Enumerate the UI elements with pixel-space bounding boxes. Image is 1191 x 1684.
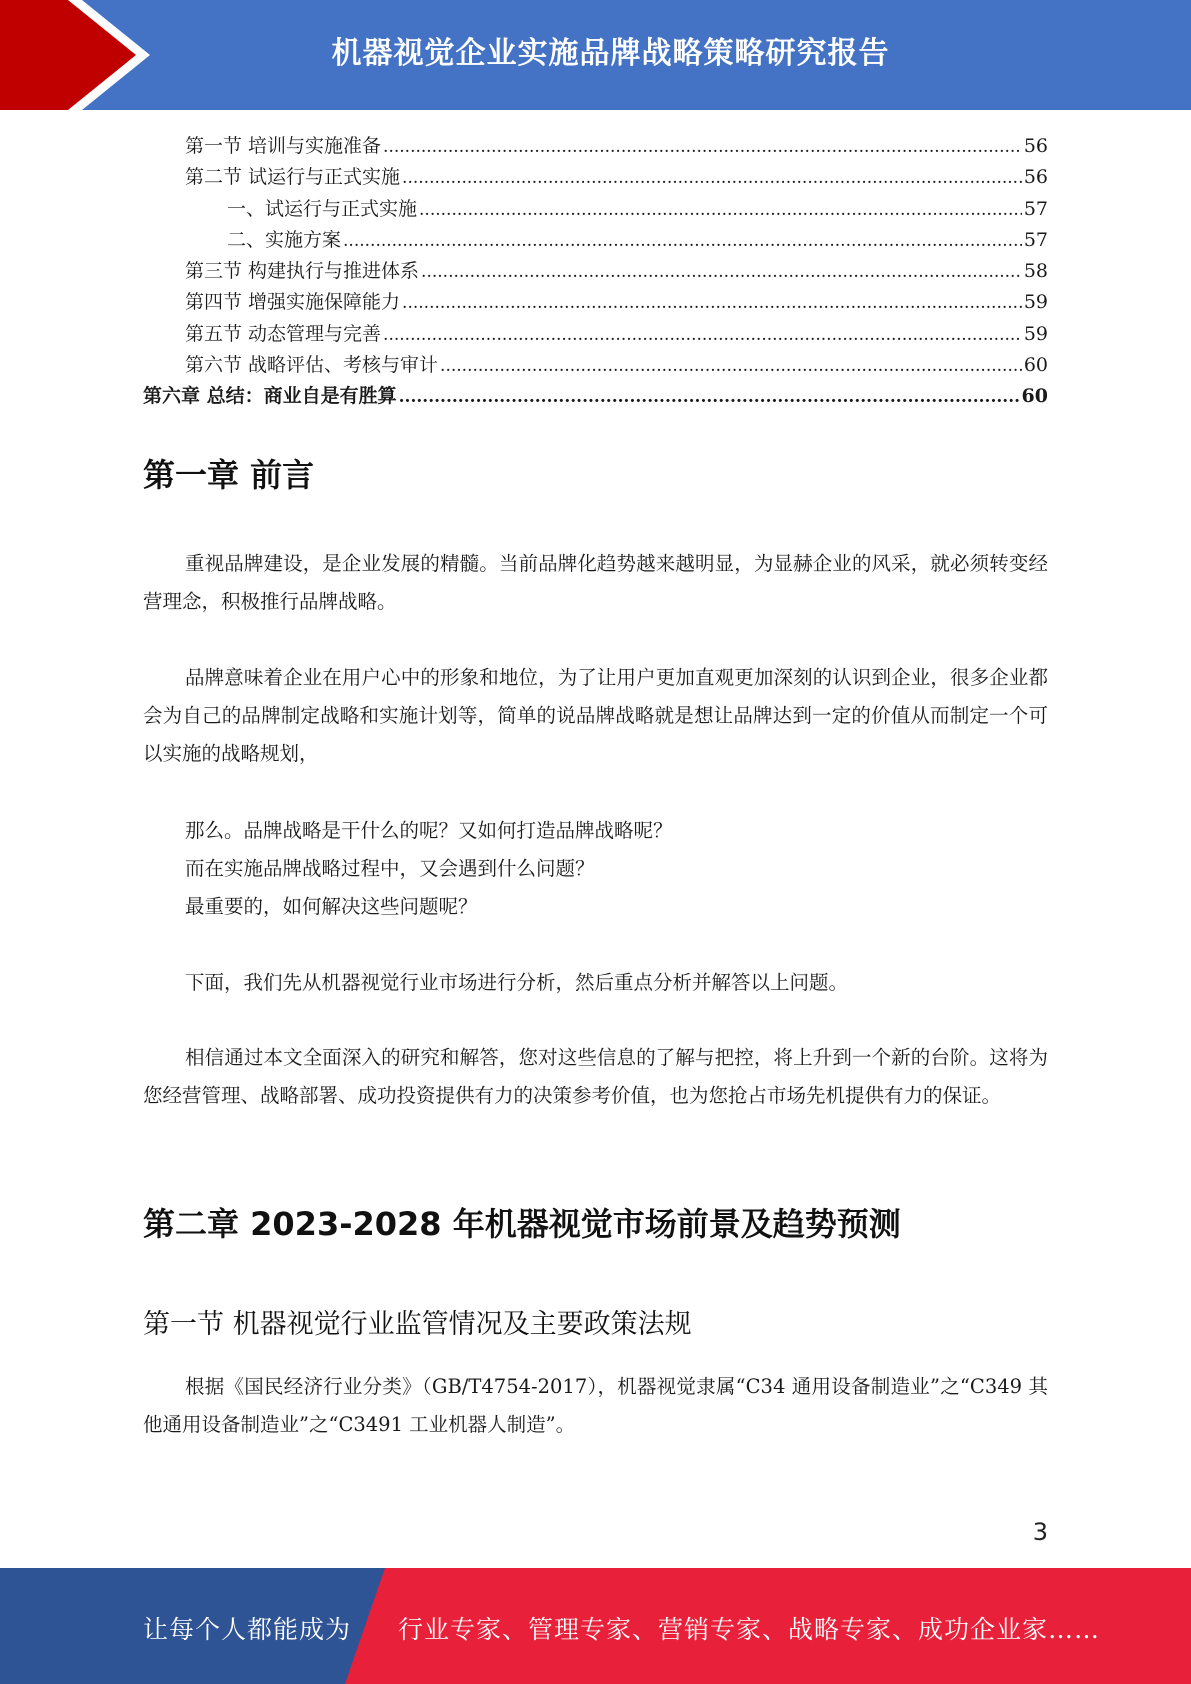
toc-entry[interactable] — [143, 287, 1048, 318]
toc-entry[interactable] — [143, 131, 1048, 162]
toc-entry-page: 59 — [1023, 291, 1048, 314]
footer-banner — [0, 1568, 1191, 1684]
toc-entry[interactable] — [143, 319, 1048, 350]
toc-leader-dots — [440, 354, 1022, 376]
toc-entry[interactable] — [143, 381, 1048, 412]
toc-entry-page: 58 — [1023, 260, 1048, 283]
toc-leader-dots — [402, 166, 1022, 188]
toc-leader-dots — [343, 229, 1022, 251]
toc-entry-page: 56 — [1023, 135, 1048, 157]
toc-entry[interactable] — [143, 350, 1048, 381]
toc-entry-page: 57 — [1023, 197, 1048, 220]
paragraph: 品牌意味着企业在用户心中的形象和地位，为了让用户更加直观更加深刻的认识到企业，很多企业都会为自己的品牌制定战略和实施计划等，简单的说品牌战略就是想让品牌达到一定的价值从而制定一个可以实施的战略规划， — [143, 666, 1048, 765]
toc-entry-page: 60 — [1023, 354, 1048, 377]
toc-entry-label: 第五节 动态管理与完善 — [185, 322, 382, 345]
footer-slogan-right: 行业专家、管理专家、营销专家、战略专家、成功企业家…… — [398, 1615, 1101, 1644]
paragraph: 下面，我们先从机器视觉行业市场进行分析，然后重点分析并解答以上问题。 — [185, 971, 849, 994]
toc-entry[interactable] — [143, 225, 1048, 256]
toc-entry[interactable] — [143, 256, 1048, 287]
paragraph: 重视品牌建设，是企业发展的精髓。当前品牌化趋势越来越明显，为显赫企业的风采，就必须转变经营理念，积极推行品牌战略。 — [143, 552, 1048, 613]
section-heading: 第一节 机器视觉行业监管情况及主要政策法规 — [143, 1309, 692, 1340]
table-of-contents — [143, 131, 1048, 413]
paragraph: 根据《国民经济行业分类》（GB/T4754-2017），机器视觉隶属“C34 通用设备制造业”之“C349 其他通用设备制造业”之“C3491 工业机器人制造”。 — [143, 1375, 1048, 1436]
toc-entry-label: 一、试运行与正式实施 — [227, 197, 418, 220]
toc-entry-label: 二、实施方案 — [227, 228, 342, 251]
page-number: 3 — [1032, 1518, 1048, 1546]
toc-leader-dots — [399, 385, 1020, 407]
toc-entry-label: 第四节 增强实施保障能力 — [185, 291, 401, 314]
toc-entry-label: 第一节 培训与实施准备 — [185, 135, 382, 157]
report-title: 机器视觉企业实施品牌战略策略研究报告 — [331, 36, 890, 71]
toc-entry-page: 56 — [1023, 166, 1048, 189]
header-banner — [0, 0, 1191, 110]
chapter-heading: 第二章 2023-2028 年机器视觉市场前景及趋势预测 — [143, 1205, 901, 1243]
toc-leader-dots — [419, 198, 1022, 220]
toc-entry-page: 60 — [1021, 385, 1048, 408]
paragraph: 相信通过本文全面深入的研究和解答，您对这些信息的了解与把控，将上升到一个新的台阶。这将为您经营管理、战略部署、成功投资提供有力的决策参考价值，也为您抢占市场先机提供有力的保证。 — [143, 1046, 1048, 1107]
toc-entry-label: 第二节 试运行与正式实施 — [185, 166, 401, 189]
toc-leader-dots — [421, 260, 1022, 282]
toc-entry-page: 57 — [1023, 228, 1048, 251]
toc-entry-label: 第六章 总结：商业自是有胜算 — [143, 385, 397, 408]
question-line: 而在实施品牌战略过程中，又会遇到什么问题？ — [185, 857, 595, 880]
question-line: 那么。品牌战略是干什么的呢？又如何打造品牌战略呢？ — [185, 819, 673, 842]
toc-entry[interactable] — [143, 162, 1048, 193]
toc-leader-dots — [383, 323, 1022, 345]
footer-slogan-left: 让每个人都能成为 — [143, 1615, 352, 1644]
toc-leader-dots — [383, 135, 1022, 157]
toc-entry-page: 59 — [1023, 322, 1048, 345]
question-line: 最重要的，如何解决这些问题呢？ — [185, 895, 478, 918]
chapter-heading: 第一章 前言 — [143, 456, 315, 494]
toc-entry-label: 第三节 构建执行与推进体系 — [185, 260, 420, 283]
toc-entry-label: 第六节 战略评估、考核与审计 — [185, 354, 439, 377]
toc-leader-dots — [402, 291, 1022, 313]
toc-entry[interactable] — [143, 194, 1048, 225]
